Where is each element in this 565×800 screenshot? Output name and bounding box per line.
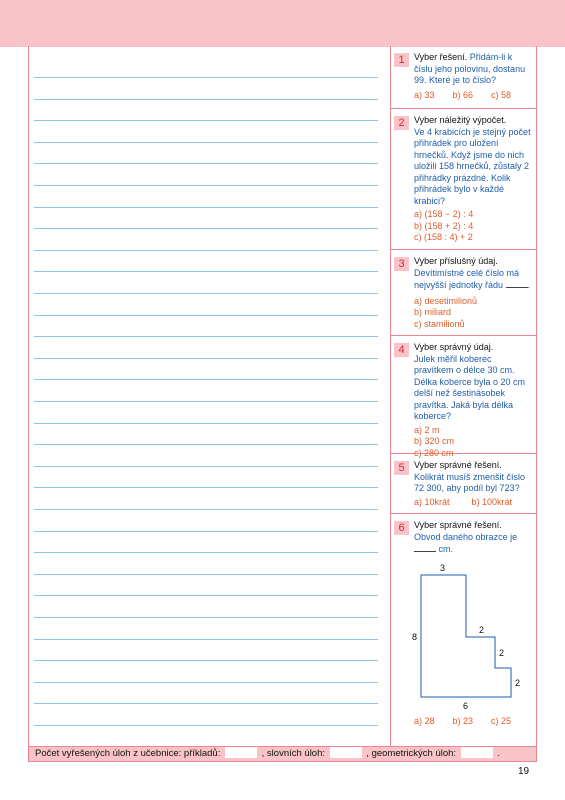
word-problems-count-field[interactable] (330, 747, 362, 758)
ruled-line (34, 531, 378, 532)
task-number: 1 (394, 53, 409, 67)
option-c[interactable]: c) 280 cm (414, 447, 454, 458)
ruled-line (34, 574, 378, 575)
option-b[interactable]: b) miliard (414, 307, 452, 317)
option-b[interactable]: b) 66 (452, 89, 474, 100)
task-text: Julek měřil koberec pravítkem o délce 30 cm. Délka koberce byla o 20 cm delší než šestinásobek pravítka. Jaká byla délka koberce? (414, 353, 526, 421)
ruled-line (34, 336, 378, 337)
ruled-line (34, 315, 378, 316)
geometry-count-field[interactable] (461, 747, 493, 758)
label-left: 8 (412, 632, 418, 642)
task-number: 4 (394, 343, 409, 357)
ruled-line (34, 423, 378, 424)
task-number: 3 (394, 257, 409, 271)
task-text-end: cm. (438, 544, 454, 554)
ruled-line (34, 703, 378, 704)
task-title: Vyber správný údaj. (414, 342, 494, 352)
option-b[interactable]: b) (158 + 2) : 4 (414, 220, 474, 231)
ruled-line (34, 163, 378, 164)
ruled-line (34, 725, 378, 726)
option-a[interactable]: a) desetimilionů (414, 295, 478, 306)
ruled-line (34, 142, 378, 143)
ruled-line (34, 379, 378, 380)
option-b[interactable]: b) 100krát (471, 496, 513, 507)
ruled-line (34, 207, 378, 208)
ruled-line (34, 444, 378, 445)
option-b[interactable]: b) 23 (452, 716, 474, 726)
option-a[interactable]: a) 2 m (414, 424, 440, 435)
footer-summary (28, 746, 537, 762)
task-number: 6 (394, 521, 409, 535)
task-2 (391, 109, 536, 250)
label-step2v: 2 (515, 678, 521, 688)
ruled-line (34, 466, 378, 467)
ruled-line (34, 639, 378, 640)
task-number: 2 (394, 116, 409, 130)
footer-lead: Počet vyřešených úloh z učebnice: příkladů: (35, 748, 221, 759)
footer-mid2: , geometrických úloh: (366, 748, 457, 759)
ruled-line (34, 552, 378, 553)
label-top: 3 (440, 563, 446, 573)
ruled-line (34, 120, 378, 121)
label-bottom: 6 (463, 701, 469, 711)
stepped-shape (421, 575, 511, 697)
task-text-end: . (527, 280, 531, 290)
task-text: Devítimístné celé číslo má nejvyšší jednotky řádu (414, 267, 520, 290)
ruled-line (34, 487, 378, 488)
task-title: Vyber řešení. (414, 52, 468, 62)
ruled-line (34, 617, 378, 618)
ruled-line (34, 293, 378, 294)
task-text: Kolikrát musíš zmenšit číslo 72 300, aby podíl byl 723? (414, 471, 526, 493)
option-b[interactable]: b) 320 cm (414, 436, 455, 446)
footer-end: . (497, 748, 500, 759)
ruled-line (34, 595, 378, 596)
ruled-line (34, 77, 378, 78)
task-title: Vyber správné řešení. (414, 460, 502, 470)
ruled-line (34, 401, 378, 402)
option-c[interactable]: c) 58 (491, 89, 512, 100)
examples-count-field[interactable] (225, 747, 257, 758)
ruled-line (34, 250, 378, 251)
option-a[interactable]: a) 10krát (414, 496, 450, 507)
page-number: 19 (518, 766, 530, 777)
header-band (0, 0, 565, 47)
task-text: Obvod daného obrazce je (414, 531, 518, 542)
option-a[interactable]: a) 33 (414, 89, 435, 100)
task-1 (391, 46, 536, 109)
label-step1v: 2 (499, 648, 505, 658)
option-c[interactable]: c) stamilionů (414, 318, 465, 329)
answer-blank[interactable] (506, 279, 528, 288)
task-3 (391, 250, 536, 336)
ruled-line (34, 185, 378, 186)
option-c[interactable]: c) (158 : 4) + 2 (414, 232, 473, 242)
task-title: Vyber příslušný údaj. (414, 256, 498, 266)
stepped-shape-figure (391, 514, 536, 746)
task-5 (391, 454, 536, 514)
option-a[interactable]: a) (158 − 2) : 4 (414, 209, 474, 219)
ruled-line (34, 509, 378, 510)
ruled-line (34, 682, 378, 683)
ruled-line (34, 271, 378, 272)
option-c[interactable]: c) 25 (491, 716, 512, 726)
ruled-line (34, 358, 378, 359)
task-4 (391, 336, 536, 458)
task-text: Ve 4 krabicích je stejný počet přihrádek pro uložení hrnečků. Když jsme do nich uložili 158 hrnečků, zůstaly 2 přihrádky prázdné. Kolik přihrádek bylo v každé krabici? (414, 126, 531, 206)
task-title: Vyber náležitý výpočet. (414, 115, 507, 125)
footer-mid1: , slovních úloh: (261, 748, 326, 759)
task-number: 5 (394, 461, 409, 475)
task-6 (391, 514, 536, 746)
option-a[interactable]: a) 28 (414, 716, 435, 726)
ruled-line (34, 660, 378, 661)
task-title: Vyber správné řešení. (414, 520, 502, 530)
label-step1: 2 (479, 625, 485, 635)
task-text: Přidám-li k číslu jeho polovinu, dostanu 99. Které je to číslo? (414, 52, 526, 85)
ruled-line (34, 99, 378, 100)
ruled-line (34, 228, 378, 229)
